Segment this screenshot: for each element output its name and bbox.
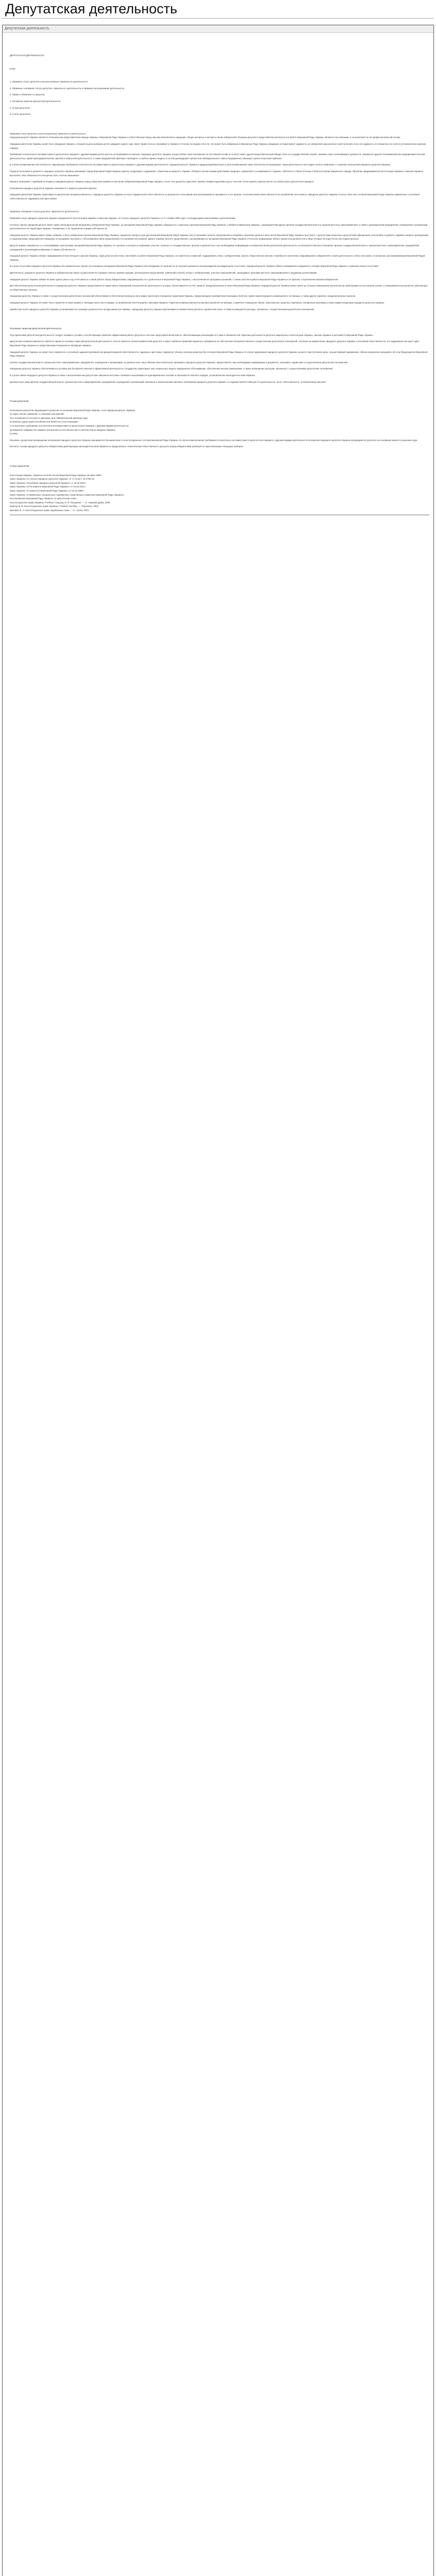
section-heading: Отзыв депутатов — [10, 400, 29, 403]
source-item: Шаповал В. Н. Конституционное право зарубежных стран. — К.: АртЕк, 2001. — [10, 509, 90, 512]
list-item: д) прекратил гражданство Украины или выехал на постоянное место жительства за пределы Украины; — [10, 428, 116, 431]
paragraph: Должностные лица органов государственной власти, органов местного самоуправления, предприятий, учреждений и организаций, виновные в невыполнении законных требований народного депутата Украины, в создании препятствий для его деятельности, несут ответственность, установленную законом. — [10, 380, 326, 383]
list-item: г) не выполнил требования относительно несовместимости депутатского мандата с другими видами деятельности; — [10, 425, 129, 428]
paragraph: Народный депутат Украины обязан не реже одного раза в год отчитываться о своей работе перед избирателями, информировать их о деятельности Верховной Рады Украины, о выполнении ее программ и решений, о своем участии в работе Верховной Рады Украины и ее органов, о выполнении наказов избирателей. — [10, 278, 339, 281]
source-item: Закон Украины «О выборах народных депутатов Украины» от 18.10.2001 г. — [10, 481, 87, 484]
paragraph: Для обеспечения депутатской деятельности народному депутату Украины предоставляется право иметь помощников-консультантов, деятельность которых обеспечивается за счет средств, предусмотренных в смете Верховной Рады Украины. Народный депутат Украины может иметь до четырех помощников-консультантов, работающих на постоянной основе, и помощников-консультантов, работающих на общественных началах. — [10, 284, 428, 291]
paragraph: Под гарантиями депутатской деятельности следует понимать условия, способствующие наиболее эффективной работе депутата в системе представительной власти, обеспечивающие реализацию его прав и обязанностей. Гарантии деятельности депутата закреплены в Конституции Украины, законах Украины и регламенте Верховной Рады Украины. — [10, 333, 374, 336]
list-item: а) подал личное заявление о сложении полномочий; — [10, 413, 64, 416]
paragraph: Правовые основания статуса депутата, гарантии его деятельности. — [10, 210, 80, 213]
plan-item: 1. Правовое статус депутата и консультативные гарантии его деятельности — [10, 80, 88, 83]
plan-item: 5. Отзыв депутатов. — [10, 106, 30, 109]
paragraph: Народный депутат Украины является полномочным представителем народа Украины в Верховной Раде Украины и ответственным перед ним при выполнении и защищает общие интересы и интересы своих избирателей. Функции депутата в представительной власти и в работе Верховной Рады Украины являются постоянными, и он выполняет их на профессиональной основе. — [10, 136, 401, 139]
source-item: Закон Украины «О комитетах Верховной Рады Украины» от 04.04.1995 г. — [10, 489, 85, 492]
paragraph: Народным депутатом Украины может быть гражданин Украины, который на день выборов достиг двадцати одного года, имеет право голоса и проживает в Украине в течение последних пяти лет. Не может быть избранным в Верховную Раду Украины гражданин, который имеет судимость за совершение умышленного преступления, если эта судимость не погашена и не снята в установленном законом порядке. — [10, 142, 426, 149]
document-frame — [2, 25, 434, 2576]
section-legal-status — [10, 132, 429, 201]
plan-item: 6. Статус депутатов. — [10, 113, 31, 116]
paragraph: Народный депутат Украины обязан: придерживаться Конституции и законов Украины, норм депутатской этики; участвовать в работе Верховной Рады Украины, ее комитетов и комиссий; поддерживать связь с избирателями, изучать общественное мнение, потребности населения, информировать избирателей о своей деятельности; лично голосовать по вопросам, рассматриваемым Верховной Радой Украины. — [10, 255, 425, 261]
list-item: б) в отношении его вступил в законную силу обвинительный приговор суда; — [10, 416, 88, 419]
paragraph: Народным депутатам Украины гарантируется депутатская неприкосновенность. Народные депутаты Украины не несут юридической ответственности за результаты голосования или высказывания в парламенте и его органах, за исключением ответственности за оскорбление или клевету. Народные депутаты Украины не могут быть без согласия Верховной Рады Украины привлечены к уголовной ответственности, задержаны или арестованы. — [10, 193, 420, 200]
plan-item: 3. Право в обязанное по депутата. — [10, 93, 46, 96]
paragraph: Народному депутату Украины обеспечиваются условия для беспрепятственной и эффективной деятельности. Государство гарантирует ему социальную защиту, медицинское обслуживание, обеспечение жилым помещением, а также возмещение расходов, связанных с осуществлением депутатских полномочий. — [10, 367, 334, 370]
paragraph: Органы государственной власти, органы местного самоуправления, предприятия, учреждения и организации, их должностные лица обязаны безотлагательно принимать народного депутата Украины, предоставлять ему необходимую информацию и документы, оказывать содействие в осуществлении депутатских полномочий. — [10, 361, 348, 364]
document-frame-label: Депутатская деятельность — [3, 25, 433, 33]
paragraph: Согласно закону народный депутат имеет право законодательной инициативы в Верховной Раде Украины; на заседаниях Верховной Рады Украины обращаться с запросом к органам Верховной Рады Украины, к Кабинету Министров Украины, к руководителям других органов государственной власти и органов местного самоуправления, а также к руководителям предприятий, учреждений и организаций, расположенных на территории Украины, независимо от их подчинения и форм собственности. — [10, 223, 428, 230]
document-body — [3, 33, 433, 517]
source-item: Постановление Верховной Рады Украины «О депутатской этике». — [10, 497, 78, 500]
paragraph: Народный депутат Украины не может быть ограничен в своих правах и свободах иначе как в порядке, установленном Конституцией и законами Украины. Гарантии неприкосновенности распространяются на жилище, служебное помещение, багаж, транспортные средства, переписку, телефонные разговоры и иную корреспонденцию народного депутата Украины. — [10, 301, 385, 304]
paragraph: Народному депутату Украины в связи с осуществлением депутатских полномочий обеспечивается бесплатный проезд на всех видах транспорта в пределах территории Украины, первоочередное приобретение проездных билетов, право первоочередного размещения в гостиницах, а также другие гарантии, предусмотренные законом. — [10, 295, 356, 298]
paragraph: Деятельность народного депутата Украины в избирательном округе осуществляется в формах личного приема граждан, рассмотрения предложений, заявлений и жалоб, встреч с избирателями, участия в мероприятиях, проводимых органами местного самоуправления и трудовыми коллективами. — [10, 272, 318, 274]
section-heading: Статус депутатов — [10, 465, 29, 468]
paragraph: Заработная плата народного депутата Украины устанавливается в размере должностного оклада министра Украины. Народному депутату Украины выплачивается ежемесячная доплата к заработной плате, а также возмещаются расходы, связанные с осуществлением депутатских полномочий. — [10, 308, 315, 311]
paragraph: Полномочия народных депутатов Украины начинаются с момента принятия присяги. — [10, 187, 97, 190]
source-item: Закон Украины «О временных специальных и временных следственных комиссиях Верховной Рады Украины». — [10, 493, 125, 496]
paragraph: Институт отзыва народного депутата избирателями действующим законодательством Украины не предусмотрен. Политическая ответственность депутата перед избирателями реализуется через механизм очередных выборов. — [10, 445, 243, 448]
source-item: Закон Украины «О Регламенте Верховной Рады Украины» от 10.02.2010 г. — [10, 485, 86, 488]
paragraph: Народный депутат Украины имеет право: избирать и быть избранным в органы Верховной Рады Украины; предлагать вопросы для рассмотрения Верховной Радой Украины или ее органами; вносить предложения и поправки к проектам законов и иных актов Верховной Рады Украины; выступать с депутатским запросом и депутатским обращением; участвовать в дебатах, задавать вопросы докладчикам и содокладчикам, председательствующему на заседании; выступать с обоснованием своих предложений и по мотивам голосования, давать справки; вносить предложения о заслушивании на заседании Верховной Рады Украины отчета или информации любого органа или должностного лица, которые ей подотчетны или подконтрольны. — [10, 233, 428, 241]
paragraph: Правовой статус депутата и конституционные гарантии его деятельности. — [10, 132, 86, 135]
source-item: Закон Украины «О статусе народного депутата Украины» от 17.11.92 г. № 2790-XII. — [10, 478, 95, 481]
plan-item: 4. Основные гарантии депутатской деятельности. — [10, 99, 61, 103]
paragraph: Правовой статус народного депутата Украины определяется Конституцией Украины и Законом Украины «О статусе народного депутата Украины» от 17 ноября 1992 года с последующими изменениями и дополнениями. — [10, 217, 236, 220]
source-item: Кравчук М. В. Конституционное право Украины: Учебное пособие. — Тернополь, 2002. — [10, 505, 99, 508]
paragraph: Требования относительно несовместимости депутатского мандата с другими видами деятельности устанавливаются законом. Народные депутаты Украины осуществляют свои полномочия на постоянной основе и не могут иметь другой представительный мандат, быть на государственной службе, занимать иные оплачиваемые должности, заниматься другой оплачиваемой или предпринимательской деятельностью, кроме преподавательской, научной и творческой деятельности, а также медицинской практики в свободное от работы время, входить в состав руководящего органа или наблюдательного совета предприятия, имеющего целью получение прибыли. — [10, 153, 425, 160]
source-item: Конституционное право Украины: Учебник / Под ред. В. Ф. Погорилко. — К.: Наукова думка, 2000. — [10, 501, 111, 504]
plan-list — [10, 80, 429, 116]
section-heading: Основные гарантии депутатской деятельности. — [10, 327, 62, 330]
paragraph: В случае возникновения обстоятельств, нарушающих требования относительно несовместимости депутатского мандата с другими видами деятельности, народный депутат Украины в двадцатидневный срок со дня возникновения таких обстоятельств прекращает такую деятельность или подает личное заявление о сложении полномочий народного депутата Украины. — [10, 163, 391, 166]
page-title: Депутатская деятельность — [2, 0, 434, 19]
plan-label: План: — [10, 67, 16, 70]
paragraph: В случае гибели народного депутата Украины в связи с выполнением им депутатских обязанностей семье погибшего выплачивается единовременное пособие и назначается пенсия в порядке, установленном законодательством Украины. — [10, 374, 256, 377]
paragraph: Депутат вправе знакомиться со стенограммами, протоколами заседаний Верховной Рады Украины, ее органов, в которых он принимает участие; получать от государственных органов и должностных лиц необходимую информацию по вопросам своей депутатской деятельности; на беспрепятственное посещение органов государственной власти, органов местного самоуправления, предприятий, учреждений и организаций независимо от форм собственности. — [10, 244, 420, 251]
paragraph: Депутатская неприкосновенность является одной из основных гарантий депутатской деятельности. Она не является личной привилегией депутата, а имеет публично-правовой характер и направлена на обеспечение беспрепятственного осуществления депутатских полномочий. Согласие на привлечение народного депутата Украины к уголовной ответственности, его задержание или арест дает Верховная Рада Украины по представлению Генерального прокурора Украины. — [10, 340, 420, 347]
source-item: Конституция Украины: принята на пятой сессии Верховной Рады Украины 28 июня 1996 г. — [10, 473, 102, 477]
paragraph: Народный депутат Украины не может быть привлечен к уголовной, административной или дисциплинарной ответственности, задержан, арестован, подвергнут обыску, личному досмотру без согласия Верховной Рады Украины. В случае задержания народного депутата Украины на месте преступления орган, осуществивший задержание, обязан немедленно уведомить об этом Председателя Верховной Рады Украины. — [10, 350, 428, 358]
paragraph: Присягу зачитывает старейший по возрасту народный депутат Украины перед открытием первой сессии вновь избранной Верховной Рады Украины, после чего депутаты скрепляют присягу своими подписями под ее текстом. Отказ принять присягу влечет за собой утрату депутатского мандата. — [10, 180, 315, 183]
section-guarantees-basis — [10, 210, 429, 311]
paragraph: В случае отсутствия народного депутата Украины без уважительных причин на пленарных заседаниях Верховной Рады Украины или заседаниях ее органов он не получает денежного вознаграждения за каждый день отсутствия. Народный депутат Украины обязан своевременно уведомлять Аппарат Верховной Рады Украины о причинах своего отсутствия. — [10, 265, 379, 268]
section-main-guarantees — [10, 327, 429, 384]
paragraph: Решение о досрочном прекращении полномочий народного депутата Украины принимается большинством от конституционного состава Верховной Рады Украины. В случае невыполнения требования относительно несовместимости депутатского мандата с другими видами деятельности полномочия народного депутата Украины прекращаются досрочно на основании закона по решению суда. — [10, 438, 418, 442]
plan-item: 2. Правовые основания статуса депутата, гарантии его деятельности и правовое регулирование деятельности — [10, 87, 124, 90]
paragraph: Перед вступлением в должность народные депутаты Украины принимают перед Верховной Радой Украины присягу следующего содержания: «Присягаю на верность Украине. Обязуюсь всеми своими действиями защищать суверенитет и независимость Украины, заботиться о благе Отчизны и благосостоянии Украинского народа. Присягаю придерживаться Конституции Украины и законов Украины, выполнять свои обязанности в интересах всех соотечественников». — [10, 170, 424, 177]
section-sources — [10, 464, 429, 513]
intro-heading: ДЕПУТАТСКАЯ ДЕЯТЕЛЬНОСТЬ — [10, 54, 44, 57]
list-item: в) признан судом недееспособным или безвестно отсутствующим; — [10, 420, 79, 423]
list-item: е) умер. — [10, 432, 19, 435]
paragraph: Полномочия депутатов прекращаются досрочно по решению Верховной Рады Украины, если народный депутат Украины: — [10, 409, 136, 412]
section-recall — [10, 399, 429, 449]
